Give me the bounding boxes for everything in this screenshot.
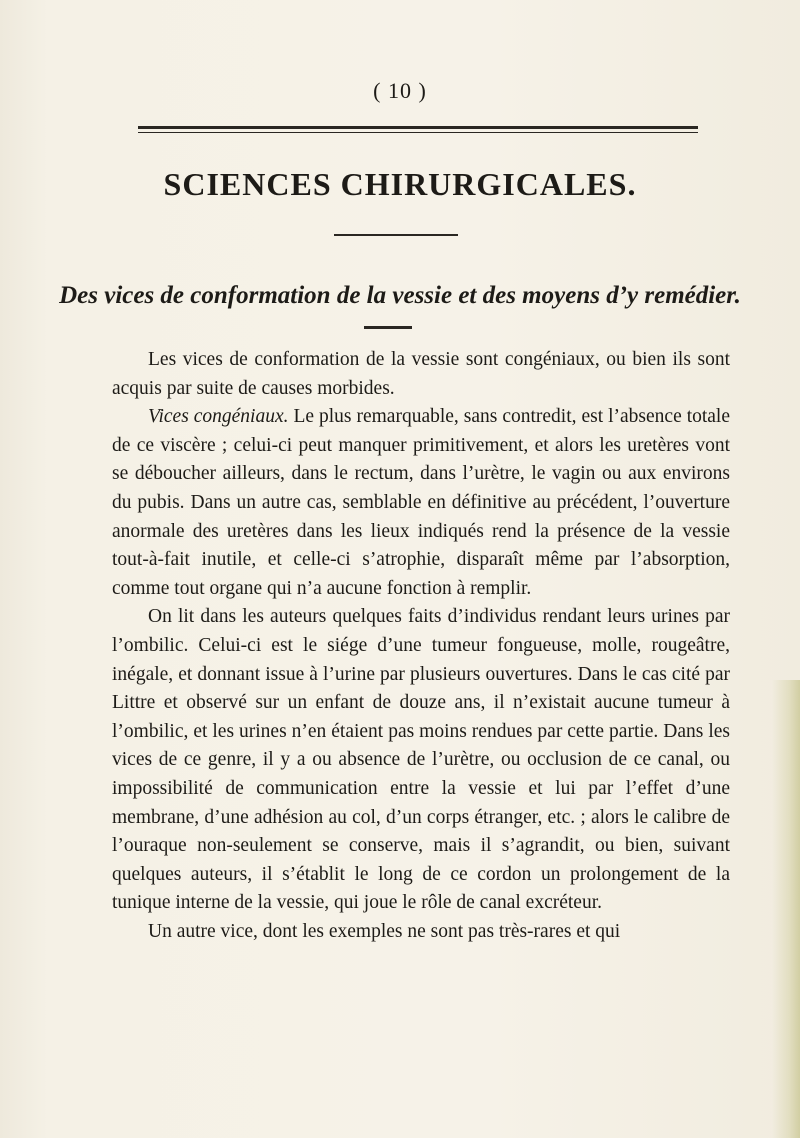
title-rule: [334, 234, 458, 236]
section-title: SCIENCES CHIRURGICALES.: [163, 166, 637, 202]
article-subtitle: Des vices de conformation de la vessie et des moyens d’y remédier.: [59, 282, 741, 309]
paragraph-1-text: Les vices de conformation de la vessie sont congéniaux, ou bien ils sont acquis par suite de causes morbides.: [112, 349, 730, 399]
paragraph-3: [112, 603, 730, 918]
paragraph-2-text: Le plus remarquable, sans contredit, est l’absence totale de ce viscère ; celui-ci peut manquer primitivement, et alors les uretères vont se déboucher ailleurs, dans le rectum, dans l’urètre, le vagin ou aux environs du pubis. Dans un autre cas, semblable en définitive au précédent, l’ouverture anormale des uretères dans les lieux indiqués rend la présence de la vessie tout-à-fait inutile, et celle-ci s’atrophie, disparaît même par l’absorption, comme tout organe qui n’a aucune fonction à remplir.: [112, 406, 731, 599]
paragraph-2-lead: Vices congéniaux.: [148, 406, 289, 428]
subtitle-rule: [364, 326, 412, 329]
header-rule-thick: [138, 126, 698, 129]
paragraph-2: [112, 403, 730, 603]
page-number: ( 10 ): [373, 78, 427, 103]
page-edge-stain: [772, 680, 800, 1138]
paragraph-1: [112, 346, 730, 403]
header-rule-thin: [138, 132, 698, 133]
article-body: [112, 346, 730, 946]
paragraph-4: [112, 918, 730, 947]
paragraph-4-text: Un autre vice, dont les exemples ne sont pas très-rares et qui: [148, 920, 621, 942]
paragraph-3-text: On lit dans les auteurs quelques faits d’individus rendant leurs urines par l’ombilic. Celui-ci est le siége d’une tumeur fongueuse, molle, rougeâtre, inégale, et donnant issue à l’urine par plusieurs ouvertures. Dans le cas cité par Littre et observé sur un enfant de douze ans, il n’existait aucune tumeur à l’ombilic, et les urines n’en étaient pas moins rendues par cette partie. Dans les vices de ce genre, il y a ou absence de l’urètre, ou occlusion de ce canal, ou impossibilité de communication entre la vessie et lui par l’effet d’une membrane, d’une adhésion au col, d’un corps étranger, etc. ; alors le calibre de l’ouraque non-seulement se conserve, mais il s’agrandit, ou bien, suivant quelques auteurs, il s’établit le long de ce cordon un prolongement de la tunique interne de la vessie, qui joue le rôle de canal excréteur.: [112, 606, 730, 914]
